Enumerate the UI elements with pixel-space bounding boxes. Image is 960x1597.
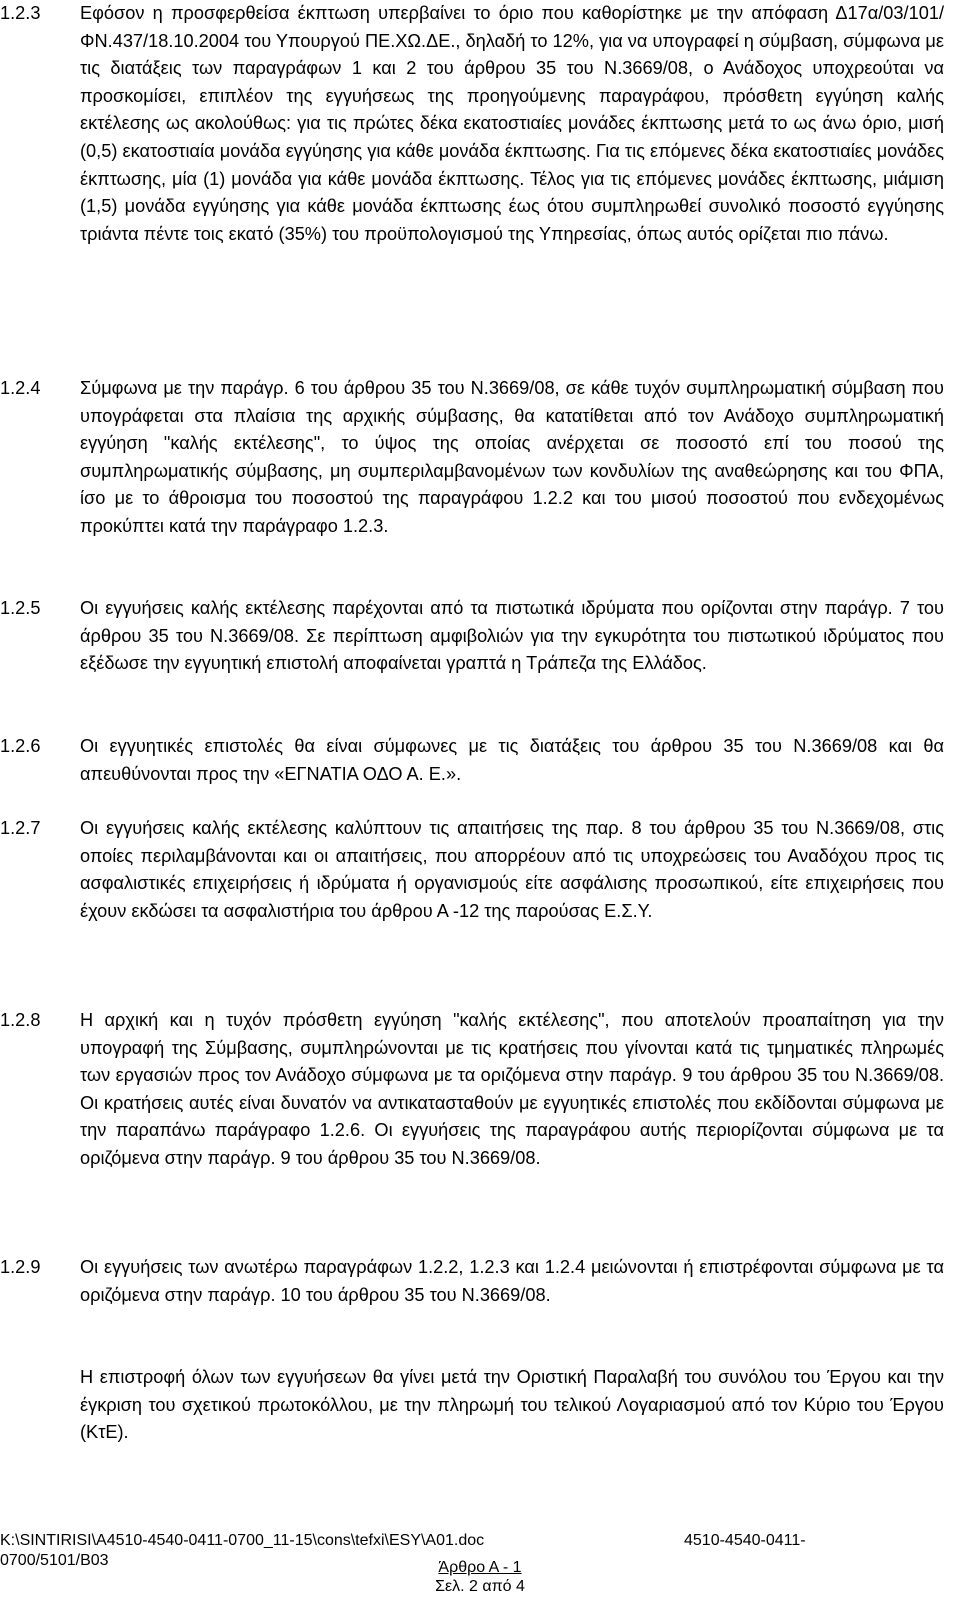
paragraph-number: 1.2.9 [0,1257,41,1277]
paragraph-text: Εφόσον η προσφερθείσα έκπτωση υπερβαίνει το όριο που καθορίστηκε με την απόφαση Δ17α/03/101/ΦΝ.437/18.10.2004 του Υπουργού ΠΕ.ΧΩ.ΔΕ., δηλαδή το 12%, για να υπογραφεί η σύμβαση, σύμφωνα με τις διατάξεις των παραγράφων 1 και 2 του άρθρου 35 του Ν.3669/08, ο Ανάδοχος υποχρεούται να προσκομίσει, επιπλέον της εγγυήσεως της προηγούμενης παραγράφου, πρόσθετη εγγύηση καλής εκτέλεσης ως ακολούθως: για τις πρώτες δέκα εκατοστιαίες μονάδες έκπτωσης μετά το ως άνω όριο, μισή (0,5) εκατοστιαία μονάδα εγγύησης για κάθε μονάδα έκπτωσης. Για τις επόμενες δέκα εκατοστιαίες μονάδες έκπτωσης, μία (1) μονάδα για κάθε μονάδα έκπτωσης. Τέλος για τις επόμενες μονάδες έκπτωσης, μιάμιση (1,5) μονάδα εγγύησης για κάθε μονάδα έκπτωσης έως ότου συμπληρωθεί συνολικό ποσοστό εγγύησης τριάντα πέντε τοις εκατό (35%) του προϋπολογισμού της Υπηρεσίας, όπως αυτός ορίζεται πιο πάνω. [80,3,944,244]
footer-document-code: 4510-4540-0411- [684,1532,806,1549]
paragraph-1-2-4 [0,375,944,541]
paragraph-number: 1.2.8 [0,1010,41,1030]
paragraph-number: 1.2.4 [0,378,41,398]
footer-file-path: K:\SINTIRISI\A4510-4540-0411-0700_11-15\cons\tefxi\ESY\A01.doc [0,1532,485,1549]
footer-file-path-continuation: 0700/5101/B03 [0,1552,109,1569]
paragraph-number: 1.2.5 [0,598,41,618]
paragraph-1-2-9 [0,1254,944,1309]
paragraph-1-2-5 [0,595,944,678]
paragraph-text: Οι εγγυήσεις καλής εκτέλεσης παρέχονται από τα πιστωτικά ιδρύματα που ορίζονται στην παράγρ. 7 του άρθρου 35 του Ν.3669/08. Σε περίπτωση αμφιβολιών για την εγκυρότητα του πιστωτικού ιδρύματος που εξέδωσε την εγγυητική επιστολή αποφαίνεται γραπτά η Τράπεζα της Ελλάδος. [80,598,944,674]
closing-paragraph: Η επιστροφή όλων των εγγυήσεων θα γίνει μετά την Οριστική Παραλαβή του συνόλου του Έργου και την έγκριση του σχετικού πρωτοκόλλου, με την πληρωμή του τελικού Λογαριασμού από τον Κύριο του Έργου (ΚτΕ). [80,1367,944,1443]
paragraph-1-2-6 [0,733,944,788]
paragraph-text: Οι εγγυήσεις των ανωτέρω παραγράφων 1.2.2, 1.2.3 και 1.2.4 μειώνονται ή επιστρέφονται σύμφωνα με τα οριζόμενα στην παράγρ. 10 του άρθρου 35 του Ν.3669/08. [80,1257,944,1305]
footer-article-label [0,1558,960,1577]
paragraph-text: Η αρχική και η τυχόν πρόσθετη εγγύηση "καλής εκτέλεσης", που αποτελούν προαπαίτηση για την υπογραφή της Σύμβασης, συμπληρώνονται με τις κρατήσεις που γίνονται κατά τις τμηματικές πληρωμές των εργασιών προς τον Ανάδοχο σύμφωνα με τα οριζόμενα στην παράγρ. 9 του άρθρου 35 του Ν.3669/08. Οι κρατήσεις αυτές είναι δυνατόν να αντικατασταθούν με εγγυητικές επιστολές που εκδίδονται σύμφωνα με την παραπάνω παράγραφο 1.2.6. Οι εγγυήσεις της παραγράφου αυτής περιορίζονται σύμφωνα με τα οριζόμενα στην παράγρ. 9 του άρθρου 35 του Ν.3669/08. [80,1010,944,1168]
paragraph-text: Σύμφωνα με την παράγρ. 6 του άρθρου 35 του Ν.3669/08, σε κάθε τυχόν συμπληρωματική σύμβαση που υπογράφεται στα πλαίσια της αρχικής σύμβασης, θα κατατίθεται από τον Ανάδοχο συμπληρωματική εγγύηση "καλής εκτέλεσης", το ύψος της οποίας ανέρχεται σε ποσοστό επί του ποσού της συμπληρωματικής σύμβασης, μη συμπεριλαμβανομένων των κονδυλίων της αναθεώρησης και του ΦΠΑ, ίσο με το άθροισμα του ποσοστού της παραγράφου 1.2.2 και του μισού ποσοστού που ενδεχομένως προκύπτει κατά την παράγραφο 1.2.3. [80,378,944,536]
paragraph-number: 1.2.3 [0,3,41,23]
paragraph-1-2-8 [0,1007,944,1173]
paragraph-number: 1.2.6 [0,736,41,756]
paragraph-number: 1.2.7 [0,818,41,838]
paragraph-1-2-7 [0,815,944,925]
paragraph-1-2-3 [0,0,944,248]
paragraph-text: Οι εγγυητικές επιστολές θα είναι σύμφωνες με τις διατάξεις του άρθρου 35 του Ν.3669/08 και θα απευθύνονται προς την «ΕΓΝΑΤΙΑ ΟΔΟ Α. Ε.». [80,736,944,784]
paragraph-text: Οι εγγυήσεις καλής εκτέλεσης καλύπτουν τις απαιτήσεις της παρ. 8 του άρθρου 35 του Ν.3669/08, στις οποίες περιλαμβάνονται και οι απαιτήσεις, που απορρέουν από τις υποχρεώσεις του Αναδόχου προς τις ασφαλιστικές επιχειρήσεις ή ιδρύματα ή οργανισμούς είτε ασφάλισης προσωπικού, είτε επιχειρήσεις που έχουν εκδώσει τα ασφαλιστήρια του άρθρου Α -12 της παρούσας Ε.Σ.Υ. [80,818,944,921]
footer-article-text: Άρθρο Α - 1 [438,1559,522,1576]
footer-page-number: Σελ. 2 από 4 [435,1578,525,1595]
